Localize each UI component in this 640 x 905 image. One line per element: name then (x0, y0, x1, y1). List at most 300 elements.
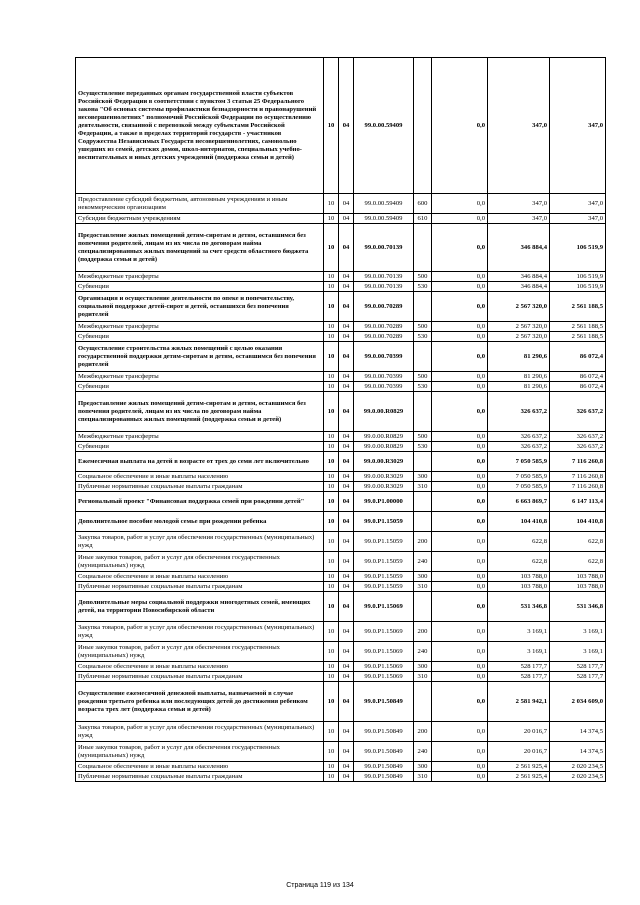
subsection-code: 04 (339, 642, 354, 662)
subsection-code: 04 (339, 722, 354, 742)
amount-col-2: 81 290,6 (488, 382, 550, 392)
table-row (76, 282, 606, 292)
table-row (76, 332, 606, 342)
amount-col-2: 20 016,7 (488, 742, 550, 762)
subsection-code: 04 (339, 772, 354, 782)
table-row (76, 762, 606, 772)
target-article-code: 99.0.00.70289 (354, 292, 414, 322)
amount-col-2: 7 050 585,9 (488, 452, 550, 472)
row-name: Социальное обеспечение и иные выплаты населению (76, 472, 324, 482)
target-article-code: 99.0.P1.15059 (354, 512, 414, 532)
row-name: Межбюджетные трансферты (76, 322, 324, 332)
amount-col-1: 0,0 (432, 532, 488, 552)
amount-col-2: 6 663 869,7 (488, 492, 550, 512)
amount-col-1: 0,0 (432, 214, 488, 224)
target-article-code: 99.0.P1.15059 (354, 552, 414, 572)
expense-type-code: 200 (414, 532, 432, 552)
amount-col-2: 2 567 320,0 (488, 332, 550, 342)
expense-type-code (414, 342, 432, 372)
subsection-code: 04 (339, 532, 354, 552)
row-name: Дополнительные меры социальной поддержки многодетных семей, имеющих детей, на территории Новосибирской области (76, 592, 324, 622)
table-row (76, 272, 606, 282)
subsection-code: 04 (339, 224, 354, 272)
budget-table (75, 57, 606, 782)
target-article-code: 99.0.00.70399 (354, 382, 414, 392)
subsection-code: 04 (339, 672, 354, 682)
amount-col-2: 2 567 320,0 (488, 322, 550, 332)
amount-col-1: 0,0 (432, 682, 488, 722)
amount-col-2: 346 884,4 (488, 272, 550, 282)
row-name: Закупка товаров, работ и услуг для обеспечения государственных (муниципальных) нужд (76, 622, 324, 642)
expense-type-code (414, 452, 432, 472)
subsection-code: 04 (339, 452, 354, 472)
row-name: Предоставление субсидий бюджетным, автономным учреждениям и иным некоммерческим организациям (76, 194, 324, 214)
expense-type-code: 240 (414, 642, 432, 662)
table-row (76, 722, 606, 742)
section-code: 10 (324, 682, 339, 722)
subsection-code: 04 (339, 342, 354, 372)
table-row (76, 194, 606, 214)
expense-type-code: 530 (414, 282, 432, 292)
page-footer: Страница 119 из 134 (286, 882, 354, 889)
table-row (76, 452, 606, 472)
amount-col-1: 0,0 (432, 392, 488, 432)
amount-col-2: 528 177,7 (488, 662, 550, 672)
expense-type-code: 530 (414, 332, 432, 342)
amount-col-2: 2 561 925,4 (488, 772, 550, 782)
expense-type-code: 500 (414, 322, 432, 332)
section-code: 10 (324, 572, 339, 582)
target-article-code: 99.0.P1.15069 (354, 662, 414, 672)
section-code: 10 (324, 592, 339, 622)
row-name: Социальное обеспечение и иные выплаты населению (76, 762, 324, 772)
target-article-code: 99.0.00.70139 (354, 282, 414, 292)
subsection-code: 04 (339, 742, 354, 762)
target-article-code: 99.0.P1.15069 (354, 622, 414, 642)
target-article-code: 99.0.P1.15059 (354, 532, 414, 552)
expense-type-code (414, 224, 432, 272)
expense-type-code: 200 (414, 722, 432, 742)
row-name: Межбюджетные трансферты (76, 432, 324, 442)
target-article-code: 99.0.P1.50849 (354, 742, 414, 762)
table-row (76, 532, 606, 552)
amount-col-2: 2 581 942,1 (488, 682, 550, 722)
target-article-code: 99.0.00.R3029 (354, 472, 414, 482)
subsection-code: 04 (339, 214, 354, 224)
amount-col-1: 0,0 (432, 224, 488, 272)
target-article-code: 99.0.P1.50849 (354, 762, 414, 772)
subsection-code: 04 (339, 382, 354, 392)
amount-col-2: 7 050 585,9 (488, 472, 550, 482)
table-row (76, 482, 606, 492)
amount-col-2: 2 567 320,0 (488, 292, 550, 322)
target-article-code: 99.0.P1.15069 (354, 592, 414, 622)
row-name: Ежемесячная выплата на детей в возрасте от трех до семи лет включительно (76, 452, 324, 472)
amount-col-1: 0,0 (432, 432, 488, 442)
section-code: 10 (324, 392, 339, 432)
section-code: 10 (324, 472, 339, 482)
budget-table-body (76, 58, 606, 782)
table-row (76, 224, 606, 272)
row-name: Дополнительное пособие молодой семье при рождении ребенка (76, 512, 324, 532)
section-code: 10 (324, 272, 339, 282)
table-row (76, 682, 606, 722)
target-article-code: 99.0.00.59409 (354, 194, 414, 214)
amount-col-2: 103 788,0 (488, 572, 550, 582)
table-row (76, 382, 606, 392)
amount-col-2: 346 884,4 (488, 282, 550, 292)
amount-col-1: 0,0 (432, 332, 488, 342)
expense-type-code (414, 292, 432, 322)
table-row (76, 292, 606, 322)
row-name: Осуществление ежемесячной денежной выплаты, назначаемой в случае рождения третьего ребенка или последующих детей до достижения ребенком возраста трех лет (поддержка семьи и детей) (76, 682, 324, 722)
row-name: Субвенции (76, 332, 324, 342)
amount-col-3: 622,8 (550, 532, 606, 552)
amount-col-1: 0,0 (432, 662, 488, 672)
row-name: Иные закупки товаров, работ и услуг для обеспечения государственных (муниципальных) нужд (76, 742, 324, 762)
target-article-code: 99.0.P1.15069 (354, 642, 414, 662)
subsection-code: 04 (339, 272, 354, 282)
target-article-code: 99.0.00.59409 (354, 58, 414, 194)
target-article-code: 99.0.P1.50849 (354, 722, 414, 742)
amount-col-1: 0,0 (432, 742, 488, 762)
target-article-code: 99.0.00.R0829 (354, 392, 414, 432)
amount-col-1: 0,0 (432, 194, 488, 214)
table-row (76, 642, 606, 662)
amount-col-3: 104 410,8 (550, 512, 606, 532)
amount-col-3: 86 072,4 (550, 342, 606, 372)
target-article-code: 99.0.00.70399 (354, 372, 414, 382)
amount-col-1: 0,0 (432, 58, 488, 194)
amount-col-1: 0,0 (432, 292, 488, 322)
amount-col-1: 0,0 (432, 762, 488, 772)
amount-col-1: 0,0 (432, 322, 488, 332)
amount-col-1: 0,0 (432, 672, 488, 682)
subsection-code: 04 (339, 292, 354, 322)
subsection-code: 04 (339, 582, 354, 592)
amount-col-3: 528 177,7 (550, 662, 606, 672)
row-name: Публичные нормативные социальные выплаты гражданам (76, 772, 324, 782)
section-code: 10 (324, 214, 339, 224)
row-name: Субвенции (76, 382, 324, 392)
table-row (76, 432, 606, 442)
table-row (76, 372, 606, 382)
row-name: Иные закупки товаров, работ и услуг для обеспечения государственных (муниципальных) нужд (76, 642, 324, 662)
table-row (76, 442, 606, 452)
amount-col-3: 326 637,2 (550, 432, 606, 442)
row-name: Субвенции (76, 442, 324, 452)
table-row (76, 662, 606, 672)
amount-col-1: 0,0 (432, 382, 488, 392)
section-code: 10 (324, 492, 339, 512)
subsection-code: 04 (339, 682, 354, 722)
amount-col-2: 622,8 (488, 552, 550, 572)
subsection-code: 04 (339, 58, 354, 194)
section-code: 10 (324, 512, 339, 532)
amount-col-3: 2 561 188,5 (550, 292, 606, 322)
section-code: 10 (324, 532, 339, 552)
section-code: 10 (324, 722, 339, 742)
subsection-code: 04 (339, 442, 354, 452)
amount-col-2: 3 169,1 (488, 622, 550, 642)
expense-type-code (414, 682, 432, 722)
row-name: Публичные нормативные социальные выплаты гражданам (76, 672, 324, 682)
row-name: Предоставление жилых помещений детям-сиротам и детям, оставшимся без попечения родителей, лицам из их числа по договорам найма специализированных жилых помещений за счет средств областного бюджета (поддержка семьи и детей) (76, 224, 324, 272)
row-name: Социальное обеспечение и иные выплаты населению (76, 662, 324, 672)
section-code: 10 (324, 292, 339, 322)
amount-col-1: 0,0 (432, 722, 488, 742)
amount-col-3: 106 519,9 (550, 282, 606, 292)
amount-col-1: 0,0 (432, 592, 488, 622)
amount-col-2: 103 788,0 (488, 582, 550, 592)
section-code: 10 (324, 322, 339, 332)
row-name: Социальное обеспечение и иные выплаты населению (76, 572, 324, 582)
target-article-code: 99.0.00.70289 (354, 322, 414, 332)
amount-col-3: 7 116 260,8 (550, 452, 606, 472)
amount-col-2: 104 410,8 (488, 512, 550, 532)
target-article-code: 99.0.00.R3029 (354, 482, 414, 492)
subsection-code: 04 (339, 392, 354, 432)
amount-col-3: 14 374,5 (550, 722, 606, 742)
amount-col-2: 326 637,2 (488, 432, 550, 442)
expense-type-code: 300 (414, 472, 432, 482)
amount-col-1: 0,0 (432, 272, 488, 282)
row-name: Региональный проект "Финансовая поддержка семей при рождении детей" (76, 492, 324, 512)
section-code: 10 (324, 662, 339, 672)
subsection-code: 04 (339, 482, 354, 492)
expense-type-code: 240 (414, 742, 432, 762)
table-row (76, 742, 606, 762)
section-code: 10 (324, 432, 339, 442)
table-row (76, 552, 606, 572)
table-row (76, 58, 606, 194)
subsection-code: 04 (339, 592, 354, 622)
amount-col-1: 0,0 (432, 622, 488, 642)
row-name: Осуществление переданных органам государственной власти субъектов Российской Федерации в соответствии с пунктом 3 статьи 25 Федерального закона "Об основах системы профилактики безнадзорности и правонарушений несовершеннолетних" полномочий Российской Федерации по осуществлению деятельности, связанной с перевозкой между субъектами Российской Федерации, а также в пределах территорий государств - участников Содружества Независимых Государств несовершеннолетних, самовольно ушедших из семей, детских домов, школ-интернатов, специальных учебно-воспитательных и иных детских учреждений (поддержка семьи и детей) (76, 58, 324, 194)
amount-col-2: 622,8 (488, 532, 550, 552)
section-code: 10 (324, 372, 339, 382)
target-article-code: 99.0.P1.15059 (354, 582, 414, 592)
amount-col-3: 3 169,1 (550, 622, 606, 642)
amount-col-3: 106 519,9 (550, 224, 606, 272)
amount-col-3: 2 034 609,0 (550, 682, 606, 722)
amount-col-3: 347,0 (550, 214, 606, 224)
amount-col-1: 0,0 (432, 482, 488, 492)
expense-type-code: 500 (414, 432, 432, 442)
row-name: Субсидии бюджетным учреждениям (76, 214, 324, 224)
row-name: Публичные нормативные социальные выплаты гражданам (76, 482, 324, 492)
amount-col-3: 528 177,7 (550, 672, 606, 682)
section-code: 10 (324, 342, 339, 372)
target-article-code: 99.0.P1.15069 (354, 672, 414, 682)
target-article-code: 99.0.00.R3029 (354, 452, 414, 472)
amount-col-3: 326 637,2 (550, 392, 606, 432)
section-code: 10 (324, 772, 339, 782)
amount-col-1: 0,0 (432, 582, 488, 592)
amount-col-2: 7 050 585,9 (488, 482, 550, 492)
table-row (76, 392, 606, 432)
amount-col-1: 0,0 (432, 472, 488, 482)
amount-col-3: 531 346,8 (550, 592, 606, 622)
subsection-code: 04 (339, 472, 354, 482)
table-row (76, 622, 606, 642)
subsection-code: 04 (339, 622, 354, 642)
amount-col-2: 531 346,8 (488, 592, 550, 622)
row-name: Иные закупки товаров, работ и услуг для обеспечения государственных (муниципальных) нужд (76, 552, 324, 572)
section-code: 10 (324, 194, 339, 214)
subsection-code: 04 (339, 512, 354, 532)
subsection-code: 04 (339, 552, 354, 572)
expense-type-code: 500 (414, 372, 432, 382)
amount-col-3: 347,0 (550, 58, 606, 194)
amount-col-2: 347,0 (488, 214, 550, 224)
target-article-code: 99.0.00.70399 (354, 342, 414, 372)
target-article-code: 99.0.P1.15059 (354, 572, 414, 582)
amount-col-1: 0,0 (432, 342, 488, 372)
target-article-code: 99.0.00.R0829 (354, 432, 414, 442)
section-code: 10 (324, 482, 339, 492)
target-article-code: 99.0.P1.50849 (354, 772, 414, 782)
section-code: 10 (324, 452, 339, 472)
subsection-code: 04 (339, 282, 354, 292)
amount-col-3: 7 116 260,8 (550, 472, 606, 482)
section-code: 10 (324, 642, 339, 662)
amount-col-1: 0,0 (432, 772, 488, 782)
expense-type-code: 310 (414, 482, 432, 492)
table-row (76, 592, 606, 622)
target-article-code: 99.0.00.59409 (354, 214, 414, 224)
expense-type-code (414, 392, 432, 432)
amount-col-1: 0,0 (432, 452, 488, 472)
amount-col-1: 0,0 (432, 642, 488, 662)
expense-type-code: 300 (414, 572, 432, 582)
table-row (76, 672, 606, 682)
amount-col-3: 2 020 234,5 (550, 772, 606, 782)
expense-type-code: 610 (414, 214, 432, 224)
expense-type-code (414, 58, 432, 194)
amount-col-1: 0,0 (432, 442, 488, 452)
amount-col-3: 14 374,5 (550, 742, 606, 762)
target-article-code: 99.0.00.70139 (354, 224, 414, 272)
amount-col-1: 0,0 (432, 282, 488, 292)
table-row (76, 492, 606, 512)
expense-type-code: 310 (414, 582, 432, 592)
row-name: Закупка товаров, работ и услуг для обеспечения государственных (муниципальных) нужд (76, 532, 324, 552)
expense-type-code: 530 (414, 442, 432, 452)
subsection-code: 04 (339, 572, 354, 582)
amount-col-2: 3 169,1 (488, 642, 550, 662)
expense-type-code (414, 492, 432, 512)
row-name: Закупка товаров, работ и услуг для обеспечения государственных (муниципальных) нужд (76, 722, 324, 742)
amount-col-3: 326 637,2 (550, 442, 606, 452)
expense-type-code: 240 (414, 552, 432, 572)
section-code: 10 (324, 672, 339, 682)
target-article-code: 99.0.00.70139 (354, 272, 414, 282)
target-article-code: 99.0.00.70289 (354, 332, 414, 342)
expense-type-code: 500 (414, 272, 432, 282)
target-article-code: 99.0.00.R0829 (354, 442, 414, 452)
section-code: 10 (324, 552, 339, 572)
amount-col-2: 346 884,4 (488, 224, 550, 272)
target-article-code: 99.0.P1.50849 (354, 682, 414, 722)
amount-col-3: 622,8 (550, 552, 606, 572)
subsection-code: 04 (339, 194, 354, 214)
amount-col-1: 0,0 (432, 512, 488, 532)
target-article-code: 99.0.P1.00000 (354, 492, 414, 512)
section-code: 10 (324, 762, 339, 772)
table-row (76, 772, 606, 782)
section-code: 10 (324, 622, 339, 642)
row-name: Публичные нормативные социальные выплаты гражданам (76, 582, 324, 592)
subsection-code: 04 (339, 762, 354, 772)
amount-col-1: 0,0 (432, 372, 488, 382)
row-name: Межбюджетные трансферты (76, 272, 324, 282)
section-code: 10 (324, 742, 339, 762)
section-code: 10 (324, 282, 339, 292)
expense-type-code: 300 (414, 762, 432, 772)
table-row (76, 322, 606, 332)
subsection-code: 04 (339, 372, 354, 382)
amount-col-3: 106 519,9 (550, 272, 606, 282)
amount-col-3: 2 561 188,5 (550, 322, 606, 332)
amount-col-1: 0,0 (432, 572, 488, 582)
amount-col-1: 0,0 (432, 492, 488, 512)
amount-col-3: 86 072,4 (550, 382, 606, 392)
table-row (76, 512, 606, 532)
expense-type-code: 300 (414, 662, 432, 672)
subsection-code: 04 (339, 492, 354, 512)
subsection-code: 04 (339, 332, 354, 342)
expense-type-code: 600 (414, 194, 432, 214)
section-code: 10 (324, 582, 339, 592)
section-code: 10 (324, 224, 339, 272)
subsection-code: 04 (339, 432, 354, 442)
subsection-code: 04 (339, 322, 354, 332)
expense-type-code: 200 (414, 622, 432, 642)
amount-col-3: 86 072,4 (550, 372, 606, 382)
row-name: Осуществление строительства жилых помещений с целью оказания государственной поддержки детям-сиротам и детям, оставшимся без попечения родителей (76, 342, 324, 372)
section-code: 10 (324, 442, 339, 452)
section-code: 10 (324, 58, 339, 194)
expense-type-code (414, 592, 432, 622)
row-name: Предоставление жилых помещений детям-сиротам и детям, оставшимся без попечения родителей, лицам из их числа по договорам найма специализированных жилых помещений (поддержка семьи и детей) (76, 392, 324, 432)
amount-col-1: 0,0 (432, 552, 488, 572)
table-row (76, 342, 606, 372)
section-code: 10 (324, 382, 339, 392)
amount-col-3: 103 788,0 (550, 582, 606, 592)
amount-col-2: 81 290,6 (488, 342, 550, 372)
amount-col-2: 347,0 (488, 194, 550, 214)
expense-type-code (414, 512, 432, 532)
amount-col-2: 347,0 (488, 58, 550, 194)
subsection-code: 04 (339, 662, 354, 672)
amount-col-2: 2 561 925,4 (488, 762, 550, 772)
table-row (76, 572, 606, 582)
amount-col-3: 347,0 (550, 194, 606, 214)
expense-type-code: 310 (414, 772, 432, 782)
amount-col-3: 2 561 188,5 (550, 332, 606, 342)
amount-col-3: 3 169,1 (550, 642, 606, 662)
amount-col-2: 81 290,6 (488, 372, 550, 382)
table-row (76, 472, 606, 482)
amount-col-2: 20 016,7 (488, 722, 550, 742)
row-name: Субвенции (76, 282, 324, 292)
expense-type-code: 530 (414, 382, 432, 392)
row-name: Межбюджетные трансферты (76, 372, 324, 382)
amount-col-3: 2 020 234,5 (550, 762, 606, 772)
expense-type-code: 310 (414, 672, 432, 682)
table-row (76, 582, 606, 592)
